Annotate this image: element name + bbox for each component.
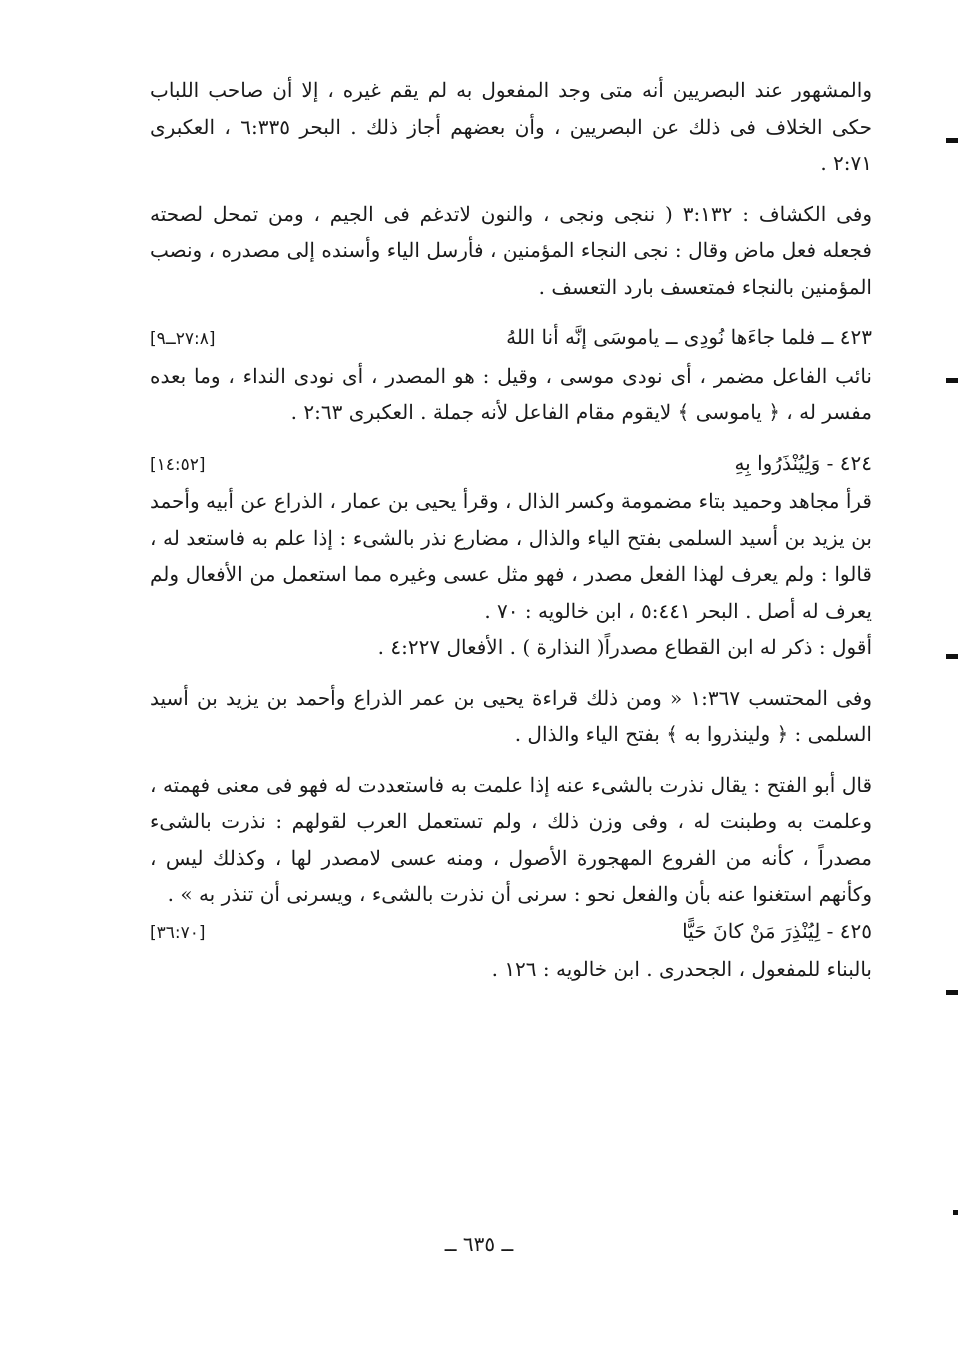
entry-424-ref: [١٤:٥٢] bbox=[150, 454, 206, 475]
entry-424-text: قرأ مجاهد وحميد بتاء مضمومة وكسر الذال ، وقرأ يحيى بن عمار ، الذراع عن أبيه وأحمد بن يزيد بن أسيد السلمى بفتح الياء والذال ، مضارع نذر بالشىء : إذا علم به فاستعد له ، قالوا : ولم يعرف لهذا الفعل مصدر ، فهو مثل عسى وغيره مما استعمل من الأفعال ولم يعرف له أصل . البحر ٥:٤٤١ ، ابن خالويه : ٧٠ . bbox=[150, 489, 872, 623]
entry-424-aqul: أقول : ذكر له ابن القطاع مصدراً( النذارة ) . الأفعال ٤:٢٢٧ . bbox=[377, 635, 872, 659]
entry-425-heading bbox=[150, 913, 872, 952]
entry-425-text: بالبناء للمفعول ، الجحدرى . ابن خالويه : ١٢٦ . bbox=[491, 957, 872, 981]
entry-424-verse: ٤٢٤ - وَلِيُنْذَرُوا بِهِ bbox=[734, 450, 872, 475]
entry-425-verse: ٤٢٥ - لِيُنْذِرَ مَنْ كانَ حَيًّا bbox=[682, 918, 872, 943]
entry-423-heading bbox=[150, 319, 872, 358]
entry-423-verse: ٤٢٣ ــ فلما جاءَها نُودِى ــ ياموسَى إنَّه أنا اللهُ bbox=[506, 325, 872, 349]
scan-edge-mark bbox=[946, 990, 958, 995]
paragraph-2: وفى الكشاف : ٣:١٣٢ ( ننجى ونجى ، والنون لاتدغم فى الجيم ، ومن تمحل لصحته فجعله فعل ماض وقال : نجى النجاء المؤمنين ، فأرسل الياء وأسنده إلى مصدره ، ونصب المؤمنين بالنجاء فمتعسف بارد التعسف . bbox=[150, 201, 873, 299]
entry-424-abu-alfath: قال أبو الفتح : يقال نذرت بالشىء عنه إذا علمت به فاستعددت له فهو فى معنى فهمته ، وعلمت به وطبنت له ، وفى وزن ذلك ، ولم تستعمل العرب لقولهم : نذرت بالشىء مصدراً ، كأنه من الفروع المهجورة الأصول ، ومنه عسى لامصدر لها ، وكذلك ليس ، وكأنهم استغنوا عنه بأن والفعل نحو : سرنى أن نذرت بالشىء ، ويسرنى أن تنذر به » . bbox=[150, 772, 872, 906]
scan-edge-mark bbox=[953, 1210, 958, 1215]
scan-edge-mark bbox=[946, 138, 958, 143]
scan-edge-mark bbox=[946, 378, 958, 383]
entry-424-heading bbox=[150, 445, 872, 484]
entry-423-ref: [٢٧:٨ــ٩] bbox=[150, 329, 216, 349]
entry-425-ref: [٣٦:٧٠] bbox=[150, 922, 206, 943]
paragraph-1: والمشهور عند البصريين أنه متى وجد المفعول به لم يقم غيره ، إلا أن صاحب اللباب حكى الخلاف فى ذلك عن البصريين ، وأن بعضهم أجاز ذلك . البحر ٦:٣٣٥ ، العكبرى ٢:٧١ . bbox=[150, 78, 873, 175]
scan-edge-mark bbox=[946, 654, 958, 659]
entry-423-text: نائب الفاعل مضمر ، أى نودى موسى ، وقيل : هو المصدر ، أى نودى النداء ، وما بعده مفسر له ، ﴿ ياموسى ﴾ لايقوم مقام الفاعل لأنه جملة . العكبرى ٢:٦٣ . bbox=[150, 363, 872, 424]
page-body bbox=[150, 72, 872, 988]
page-number: ــ ٦٣٥ ــ bbox=[444, 1232, 514, 1256]
entry-424-muhtasab: وفى المحتسب ١:٣٦٧ « ومن ذلك قراءة يحيى بن عمر الذراع وأحمد بن يزيد بن أسيد السلمى : ﴿ ولينذروا به ﴾ بفتح الياء والذال . bbox=[150, 685, 872, 746]
